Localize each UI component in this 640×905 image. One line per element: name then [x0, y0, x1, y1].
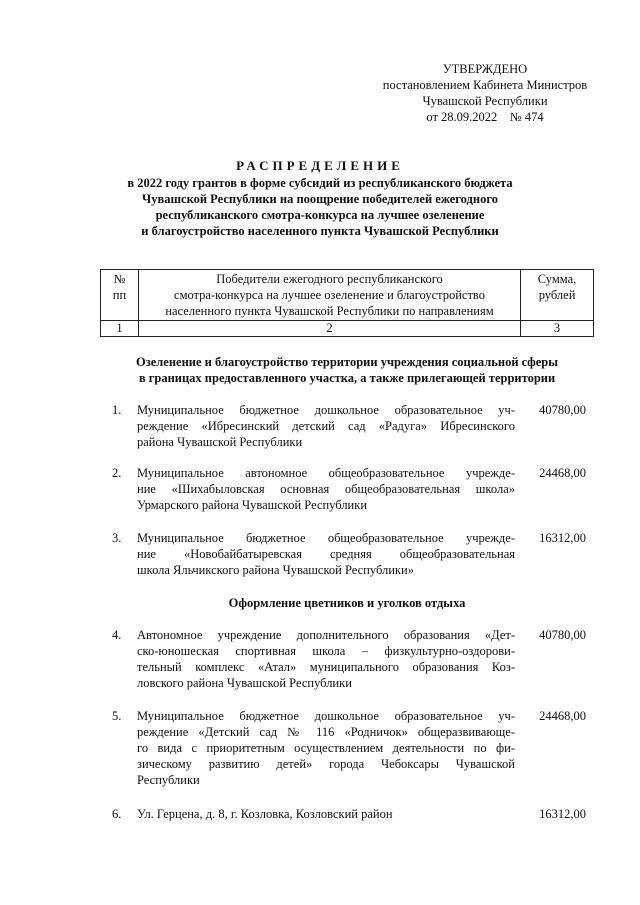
item-line: го вида с приоритетным осуществлением деятельности по фи-: [137, 741, 515, 755]
header-text: Сумма,: [537, 272, 577, 286]
item-line: Муниципальное бюджетное дошкольное образовательное уч-: [137, 403, 515, 417]
document-title: [60, 158, 580, 239]
header-cell-number: [101, 270, 139, 321]
header-text: населенного пункта Чувашской Республики по направлениям: [165, 304, 494, 318]
item-text: [137, 627, 515, 691]
title-heading: РАСПРЕДЕЛЕНИЕ: [236, 158, 404, 173]
section-title-line: Озеленение и благоустройство территории учреждения социальной сферы: [136, 355, 558, 369]
item-line: зическому развитию детей» города Чебоксары Чувашской: [137, 757, 515, 771]
item-line: Муниципальное автономное общеобразовательное учрежде-: [137, 466, 515, 480]
item-line: Урмарского района Чувашской Республики: [137, 498, 368, 512]
item-line: Муниципальное бюджетное общеобразовательное учрежде-: [137, 531, 515, 545]
item-text: [137, 465, 515, 513]
column-number: 1: [101, 321, 139, 337]
item-number: 2.: [112, 466, 122, 480]
header-text: Победители ежегодного республиканского: [216, 272, 443, 286]
item-line: реждение «Детский сад № 116 «Родничок» общеразвивающе-: [137, 725, 515, 739]
header-text: пп: [112, 288, 127, 302]
section-title: [100, 354, 594, 386]
header-cell-sum: [521, 270, 594, 321]
approval-line: от 28.09.2022 № 474: [426, 110, 544, 124]
item-line: Республики: [137, 773, 200, 787]
item-line: ловского района Чувашской Республики: [137, 676, 352, 690]
header-row: [101, 270, 594, 321]
approval-line: Чувашской Республики: [422, 94, 548, 108]
item-line: ние «Шихабыловская основная общеобразовательная школа»: [137, 482, 515, 496]
header-text: рублей: [538, 288, 576, 302]
title-line: Чувашской Республики на поощрение победителей ежегодного: [142, 192, 498, 206]
item-sum: 24468,00: [539, 466, 586, 480]
item-text: [137, 806, 515, 822]
column-number-row: [101, 321, 594, 337]
item-number: 4.: [112, 628, 122, 642]
item-line: тельный комплекс «Атал» муниципального образования Коз-: [137, 660, 515, 674]
item-sum: 16312,00: [539, 531, 586, 545]
item-sum: 40780,00: [539, 403, 586, 417]
item-sum: 16312,00: [539, 807, 586, 821]
column-number: 2: [138, 321, 520, 337]
item-sum: 40780,00: [539, 628, 586, 642]
table-header: [100, 269, 594, 337]
item-line: Автономное учреждение дополнительного образования «Дет-: [137, 628, 515, 642]
item-line: ско-юношеская спортивная школа – физкультурно-оздорови-: [137, 644, 515, 658]
approval-line: постановлением Кабинета Министров: [382, 78, 588, 92]
header-text: №: [113, 272, 126, 286]
approval-line: УТВЕРЖДЕНО: [442, 62, 528, 76]
item-text: [137, 530, 515, 578]
approval-stamp: [360, 61, 610, 125]
item-line: Ул. Герцена, д. 8, г. Козловка, Козловский район: [137, 807, 393, 821]
item-text: [137, 402, 515, 450]
item-line: реждение «Ибресинский детский сад «Радуга» Ибресинского: [137, 419, 515, 433]
item-line: района Чувашской Республики: [137, 435, 303, 449]
header-text: смотра-конкурса на лучшее озеленение и благоустройство: [174, 288, 485, 302]
item-sum: 24468,00: [539, 709, 586, 723]
title-line: в 2022 году грантов в форме субсидий из республиканского бюджета: [127, 176, 513, 190]
column-number: 3: [521, 321, 594, 337]
title-line: республиканского смотра-конкурса на лучшее озеленение: [155, 208, 485, 222]
item-line: Муниципальное бюджетное дошкольное образовательное уч-: [137, 709, 515, 723]
item-number: 5.: [112, 709, 122, 723]
header-cell-winners: [138, 270, 520, 321]
title-line: и благоустройство населенного пункта Чувашской Республики: [141, 224, 499, 238]
item-line: ние «Новобайбатыревская средняя общеобразовательная: [137, 547, 515, 561]
item-line: школа Яльчикского района Чувашской Республики»: [137, 563, 414, 577]
section-title-line: в границах предоставленного участка, а также прилегающей территории: [138, 371, 556, 385]
item-number: 1.: [112, 403, 122, 417]
section-title: [100, 595, 594, 611]
item-number: 6.: [112, 807, 122, 821]
item-text: [137, 708, 515, 788]
item-number: 3.: [112, 531, 122, 545]
section-title-line: Оформление цветников и уголков отдыха: [228, 596, 466, 610]
